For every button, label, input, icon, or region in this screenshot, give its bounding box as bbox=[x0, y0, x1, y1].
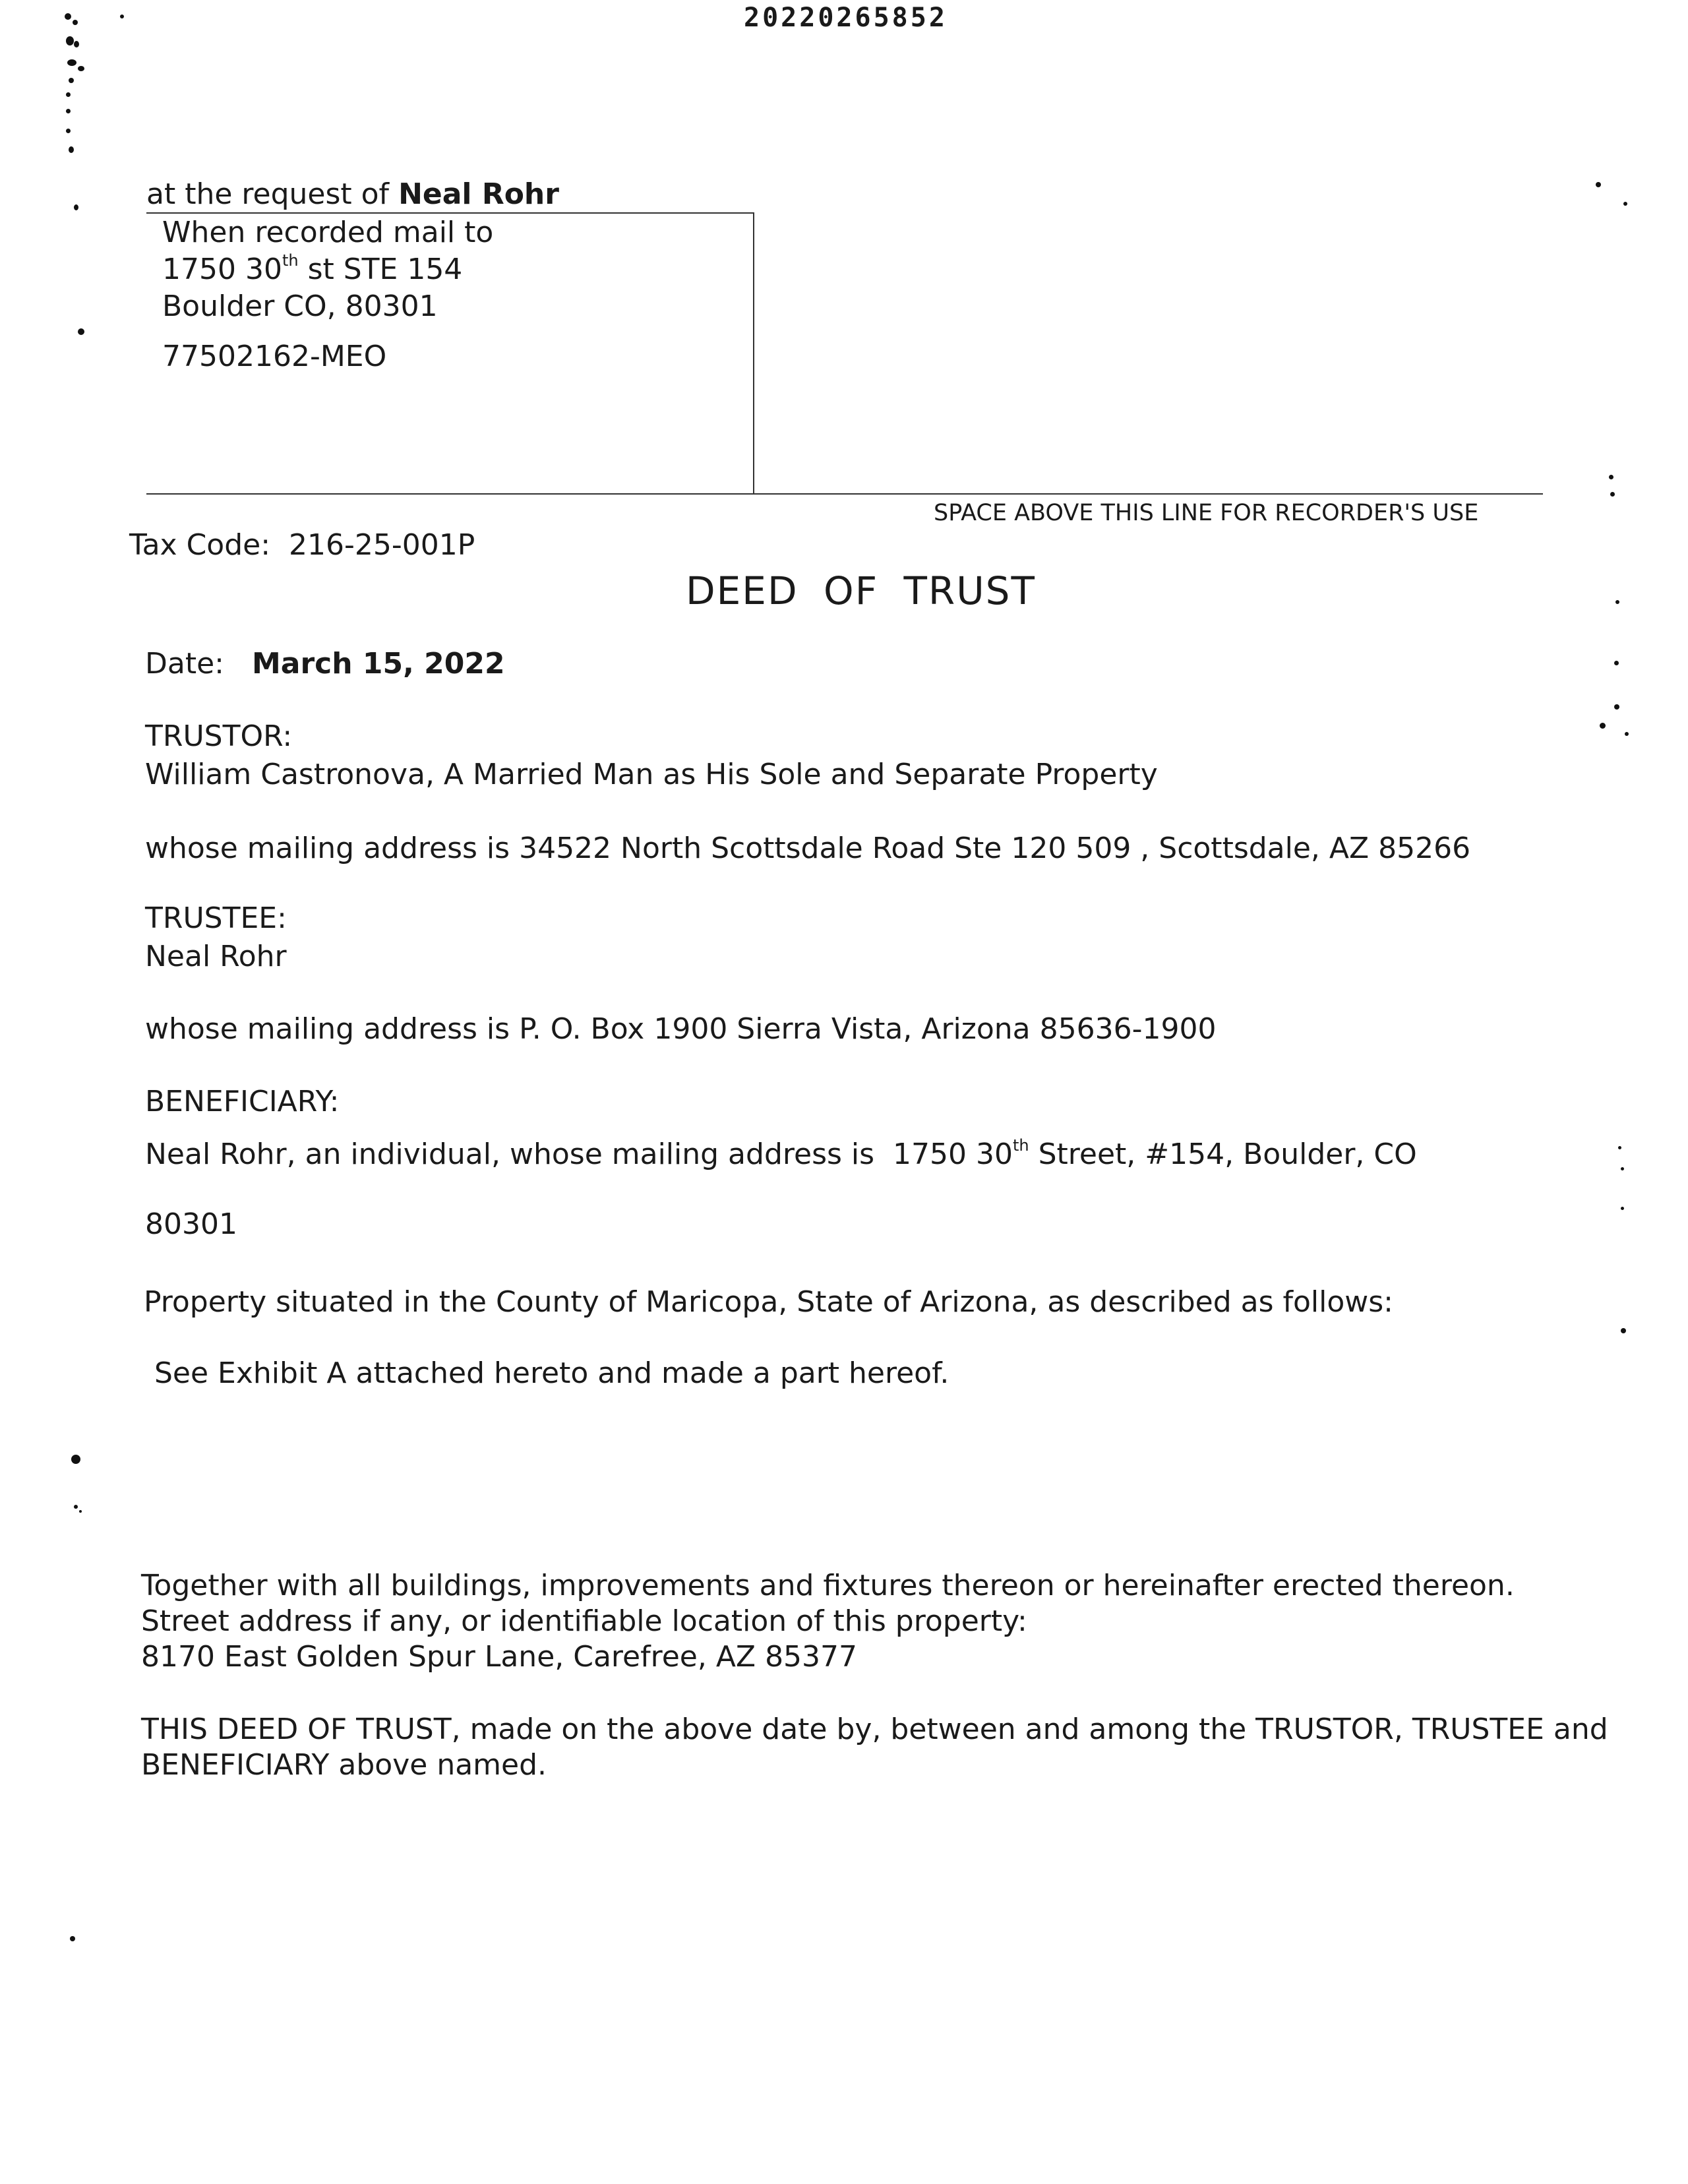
request-line bbox=[146, 177, 559, 212]
trustor-name: William Castronova, A Married Man as His Sole and Separate Property bbox=[145, 758, 1158, 791]
closing-line1: THIS DEED OF TRUST, made on the above date by, between and among the TRUSTOR, TRUSTEE and bbox=[141, 1713, 1608, 1746]
mail-to-suite: st STE 154 bbox=[298, 253, 463, 286]
recorder-line bbox=[146, 493, 1543, 495]
mail-box-top-border bbox=[146, 212, 754, 214]
request-name: Neal Rohr bbox=[398, 177, 559, 211]
date-value: March 15, 2022 bbox=[251, 647, 505, 681]
beneficiary-ordinal: th bbox=[1013, 1136, 1029, 1155]
trustee-address-label: whose mailing address is bbox=[145, 1012, 510, 1046]
beneficiary-line bbox=[145, 1137, 1417, 1172]
beneficiary-name: Neal Rohr, an individual, bbox=[145, 1138, 500, 1171]
beneficiary-zip: 80301 bbox=[145, 1207, 237, 1241]
mail-box-right-border bbox=[753, 212, 754, 493]
tax-code bbox=[129, 528, 475, 563]
trustor-label: TRUSTOR: bbox=[145, 719, 293, 753]
trustor-address-label: whose mailing address is bbox=[145, 832, 510, 865]
property-line bbox=[144, 1285, 1393, 1320]
mail-to-line1: When recorded mail to bbox=[162, 216, 494, 249]
beneficiary-street-number: 1750 30 bbox=[893, 1138, 1013, 1171]
trustee-address-line bbox=[145, 1012, 1216, 1047]
property-prefix: Property situated in the County of bbox=[144, 1285, 637, 1319]
beneficiary-address bbox=[893, 1138, 1417, 1171]
trustor-address: 34522 North Scottsdale Road Ste 120 509 , Scottsdale, AZ 85266 bbox=[519, 832, 1471, 865]
mail-to-street-number: 1750 30 bbox=[162, 253, 282, 286]
beneficiary-label: BENEFICIARY: bbox=[145, 1085, 340, 1118]
beneficiary-address-label: whose mailing address is bbox=[509, 1138, 875, 1171]
mail-to-ordinal: th bbox=[282, 251, 299, 270]
recording-number: 20220265852 bbox=[744, 3, 948, 33]
date-line bbox=[145, 646, 505, 682]
property-suffix: State of Arizona, as described as follows: bbox=[797, 1285, 1394, 1319]
trustee-name: Neal Rohr bbox=[145, 940, 287, 973]
trustee-label: TRUSTEE: bbox=[145, 901, 287, 935]
trustee-address: P. O. Box 1900 Sierra Vista, Arizona 85636-1900 bbox=[519, 1012, 1217, 1046]
closing-line2: BENEFICIARY above named. bbox=[141, 1748, 547, 1782]
property-exhibit: See Exhibit A attached hereto and made a part hereof. bbox=[154, 1356, 950, 1390]
tax-code-value: 216-25-001P bbox=[289, 528, 475, 562]
request-prefix: at the request of bbox=[146, 177, 390, 211]
tax-code-label: Tax Code: bbox=[129, 528, 271, 562]
together-line3: 8170 East Golden Spur Lane, Carefree, AZ 85377 bbox=[141, 1640, 858, 1674]
document-title: DEED OF TRUST bbox=[686, 568, 1036, 613]
beneficiary-street: Street, #154, Boulder, CO bbox=[1029, 1138, 1417, 1171]
mail-to-line2 bbox=[162, 252, 462, 288]
together-line1: Together with all buildings, improvements and fixtures thereon or hereinafter erected thereon. bbox=[141, 1569, 1515, 1602]
date-label: Date: bbox=[145, 647, 224, 681]
property-county: Maricopa, bbox=[646, 1285, 788, 1319]
recorder-note: SPACE ABOVE THIS LINE FOR RECORDER'S USE bbox=[934, 500, 1479, 526]
mail-to-line3: Boulder CO, 80301 bbox=[162, 289, 438, 323]
together-line2: Street address if any, or identifiable location of this property: bbox=[141, 1604, 1027, 1638]
trustor-address-line bbox=[145, 831, 1470, 866]
order-number: 77502162-MEO bbox=[162, 340, 387, 373]
